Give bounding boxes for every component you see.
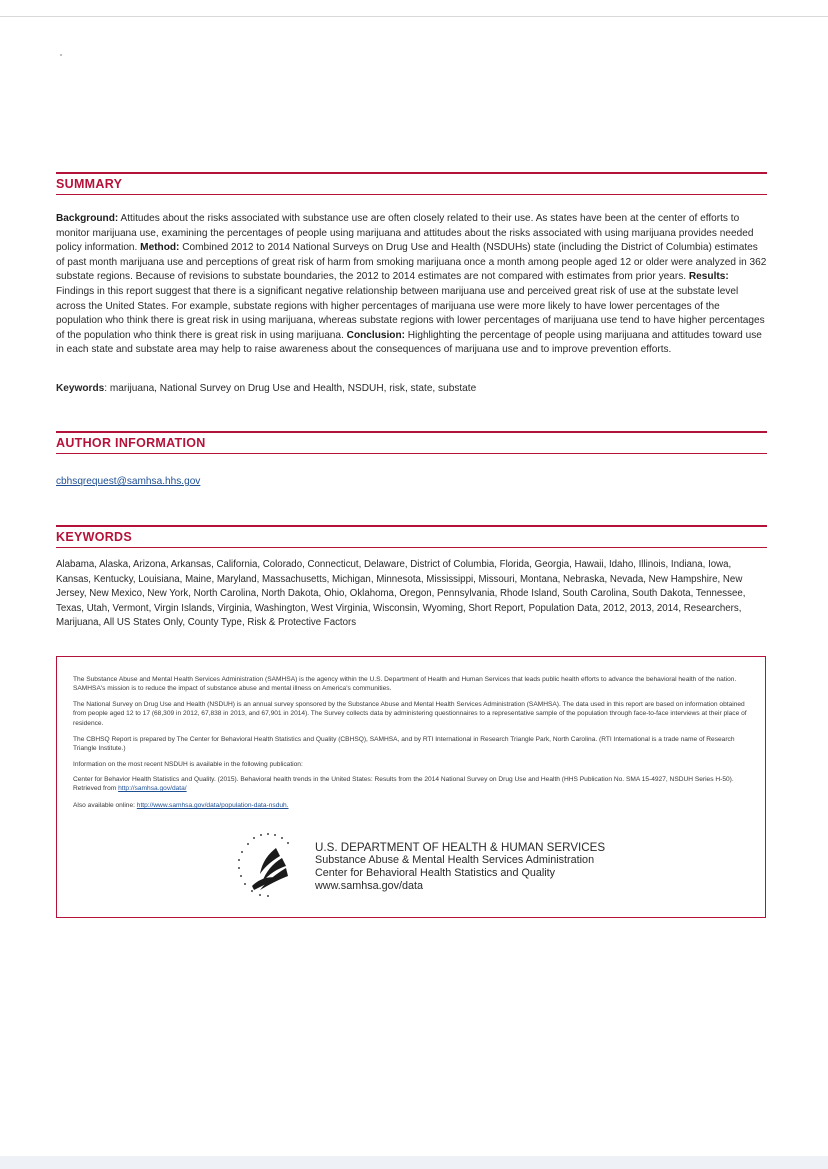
info-box: [56, 656, 766, 918]
info-online: [73, 801, 753, 810]
author-title: AUTHOR INFORMATION: [56, 436, 206, 450]
background-text: Attitudes about the risks associated with substance use are often closely related to their use. As states have been at the center of efforts to monitor marijuana use, examining the percentages of people using marijuana and attitudes about the risks associated with using marijuana provides needed policy information.: [56, 213, 754, 254]
author-email-link[interactable]: cbhsqrequest@samhsa.hhs.gov: [56, 476, 201, 487]
info-online-text: Also available online:: [73, 802, 135, 809]
page-bottom-shade: [0, 1156, 828, 1169]
background-label: Background:: [56, 213, 119, 224]
summary-paragraph: [56, 212, 768, 358]
conclusion-text: Highlighting the percentage of people using marijuana and attitudes toward use in each state and substate area may help to raise awareness about the consequences of marijuana use and to improve prevention efforts.: [56, 329, 762, 356]
method-label: Method:: [140, 242, 180, 254]
agency-cbhsq: Center for Behavioral Health Statistics and Quality: [315, 867, 556, 879]
info-cbhsq-paragraph: The CBHSQ Report is prepared by The Center for Behavioral Health Statistics and Quality (CBHSQ), SAMHSA, and by RTI International in Research Triangle Park, North Carolina. (RTI International is a trade name of Research Triangle Institute.): [73, 736, 735, 753]
author-rule-bottom: [56, 453, 767, 454]
summary-body: [56, 212, 768, 358]
info-nsduh-paragraph: The National Survey on Drug Use and Health (NSDUH) is an annual survey sponsored by the Substance Abuse and Mental Health Services Administration (SAMHSA). The data used in this report are based on information obtained from people aged 12 to 17 (68,309 in 2012, 67,838 in 2013, and 67,901 in 2014). The Survey collects data by administering questionnaires to a representative sample of the population through face-to-face interviews at their place of residence.: [73, 701, 747, 727]
keywords-header: [56, 525, 767, 548]
scan-mark: [60, 54, 62, 56]
summary-keywords-label: Keywords: [56, 383, 105, 394]
summary-keywords-text: : marijuana, National Survey on Drug Use and Health, NSDUH, risk, state, substate: [104, 383, 477, 394]
results-label: Results:: [688, 271, 729, 283]
nsduh-data-link[interactable]: http://www.samhsa.gov/data/population-data-nsduh.: [136, 802, 289, 809]
keywords-rule-bottom: [56, 547, 767, 548]
method-text: Combined 2012 to 2014 National Surveys on Drug Use and Health (NSDUHs) state (including the District of Columbia) estimates of past month marijuana use and perceptions of great risk of harm from smoking marijuana once a month among people aged 12 or older were analyzed in 362 substate regions. Because of revisions to substate boundaries, the 2012 to 2014 estimates are not compared with estimates from prior years.: [56, 242, 767, 283]
hhs-seal-icon: [230, 828, 306, 904]
summary-title: SUMMARY: [56, 177, 123, 191]
info-samhsa-paragraph: The Substance Abuse and Mental Health Services Administration (SAMHSA) is the agency within the U.S. Department of Health and Human Services that leads public health efforts to advance the behavioral health of the nation. SAMHSA's mission is to reduce the impact of substance abuse and mental illness on America's communities.: [73, 676, 737, 693]
info-citation: [73, 775, 753, 794]
summary-header: [56, 172, 767, 195]
info-citation-text: Center for Behavior Health Statistics and Quality. (2015). Behavioral health trends in the United States: Results from the 2014 National Survey on Drug Use and Health (HHS Publication No. SMA 15-4927, NSDUH Series H-50). Retrieved from: [73, 776, 734, 793]
agency-department: U.S. DEPARTMENT OF HEALTH & HUMAN SERVICES: [315, 841, 606, 854]
results-text: Findings in this report suggest that there is a significant negative relationship between marijuana use and perceived great risk of use at the substate level across the United States. For example, substate regions with higher percentages of marijuana use were more likely to have lower percentages of the population who think there is great risk in using marijuana, whereas substate regions with lower percentages of marijuana use tend to have higher percentages of the population who think there is great risk in using marijuana.: [56, 285, 765, 341]
summary-rule-bottom: [56, 194, 767, 195]
summary-keywords: [56, 382, 768, 396]
keywords-list: Alabama, Alaska, Arizona, Arkansas, California, Colorado, Connecticut, Delaware, District of Columbia, Florida, Georgia, Hawaii, Idaho, Illinois, Indiana, Iowa, Kansas, Kentucky, Louisiana, Maine, Maryland, Massachusetts, Michigan, Minnesota, Mississippi, Missouri, Montana, Nebraska, Nevada, New Hampshire, New Jersey, New Mexico, New York, North Carolina, North Dakota, Ohio, Oklahoma, Oregon, Pennsylvania, Rhode Island, South Carolina, South Dakota, Tennessee, Texas, Utah, Vermont, Virgin Islands, Virginia, Washington, West Virginia, Wisconsin, Wyoming, Short Report, Population Data, 2012, 2013, 2014, Researchers, Marijuana, All US States Only, County Type, Risk & Protective Factors: [56, 559, 746, 629]
agency-url: www.samhsa.gov/data: [315, 880, 424, 892]
conclusion-label: Conclusion:: [346, 329, 405, 341]
samhsa-data-link[interactable]: http://samhsa.gov/data/: [118, 785, 187, 793]
agency-block: [315, 841, 605, 893]
info-publication-note: Information on the most recent NSDUH is available in the following publication:: [73, 761, 303, 768]
page-top-rule: [0, 16, 828, 17]
keywords-title: KEYWORDS: [56, 530, 133, 544]
author-header: [56, 431, 767, 454]
agency-samhsa: Substance Abuse & Mental Health Services Administration: [315, 854, 595, 866]
